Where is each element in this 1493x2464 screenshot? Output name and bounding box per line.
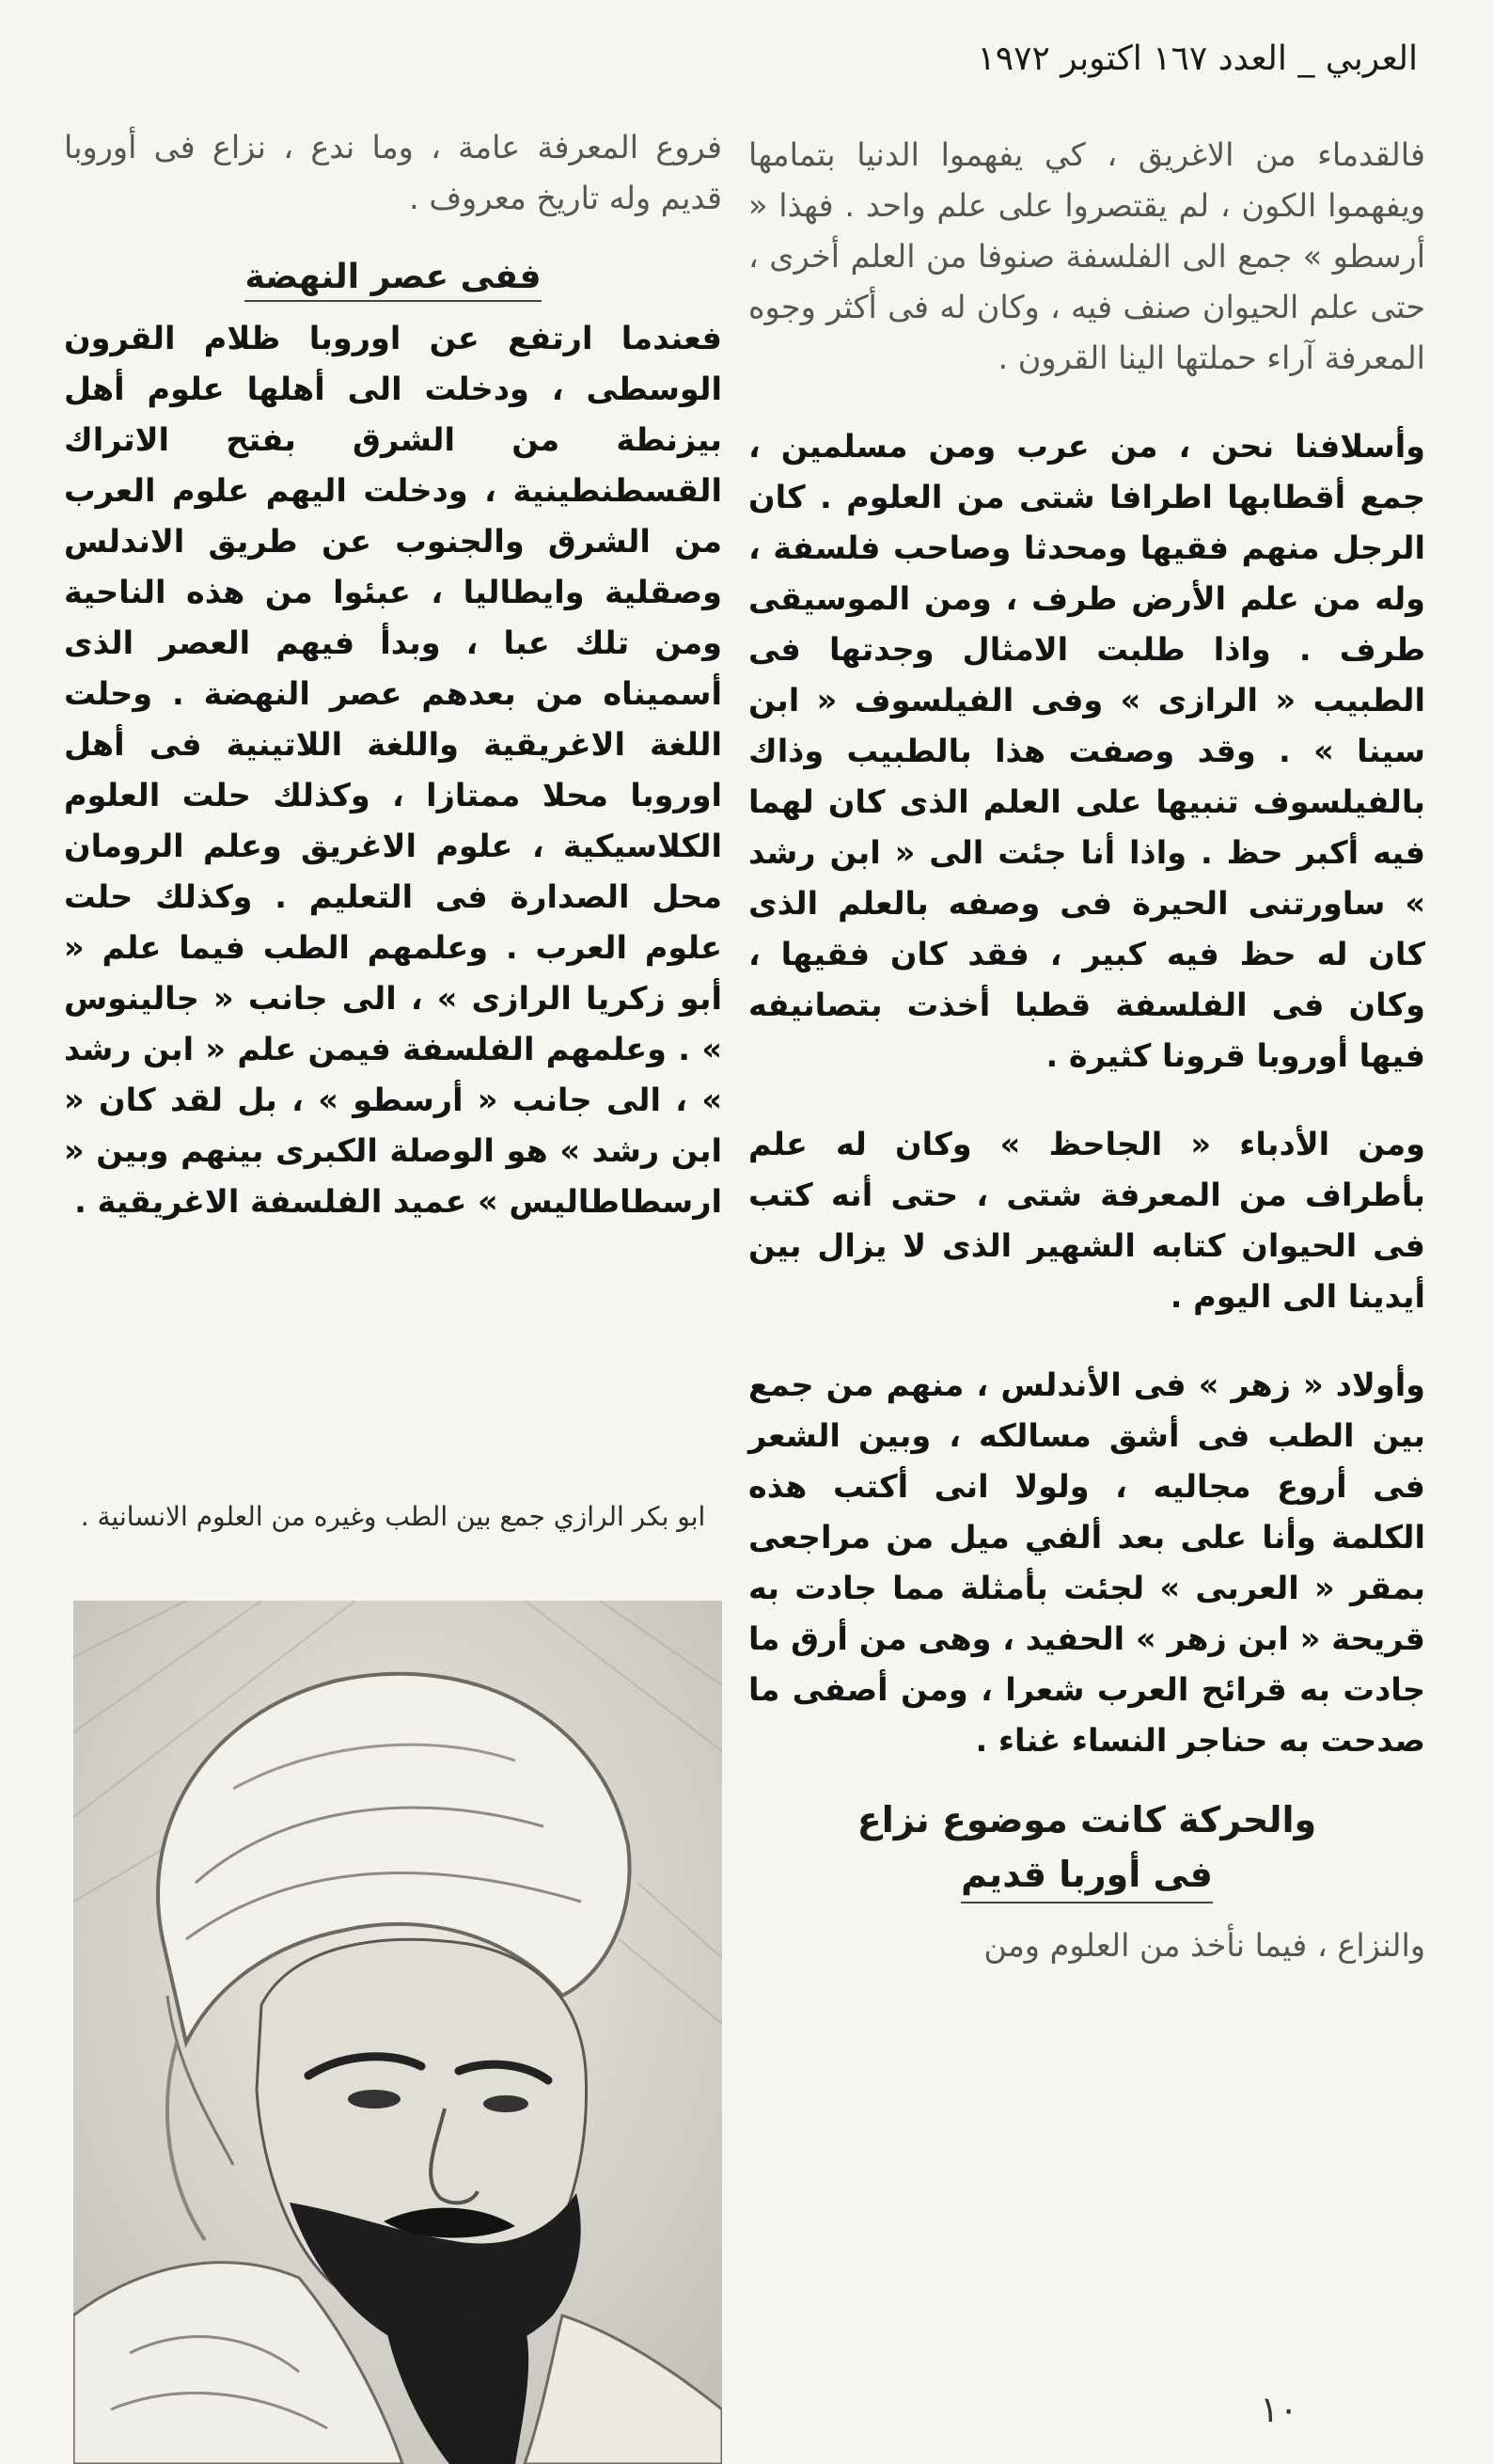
section-heading-renaissance (64, 258, 722, 296)
paragraph-greeks: فالقدماء من الاغريق ، كي يفهموا الدنيا بتمامها ويفهموا الكون ، لم يقتصروا على علم واحد . فهذا « أرسطو » جمع الى الفلسفة صنوفا من العلم أخرى ، حتى علم الحيوان صنف فيه ، وكان له فى أكثر وجوه المعرفة آراء حملتها الينا القرون . (748, 136, 1425, 376)
section-heading-renaissance-text: ففى عصر النهضة (244, 258, 541, 302)
running-head: العربي _ العدد ١٦٧ اكتوبر ١٩٧٢ (977, 39, 1418, 78)
paragraph-jahiz: ومن الأدباء « الجاحظ » وكان له علم بأطراف من المعرفة شتى ، حتى أنه كتب فى الحيوان كتابه الشهير الذى لا يزال بين أيدينا الى اليوم . (748, 1126, 1425, 1315)
right-column (748, 130, 1425, 1971)
paragraph-ancestors: وأسلافنا نحن ، من عرب ومن مسلمين ، جمع أقطابها اطرافا شتى من العلوم . كان الرجل منهم فقيها ومحدثا وصاحب فلسفة ، وله من علم الأرض طرف ، ومن الموسيقى طرف . واذا طلبت الامثال وجدتها فى الطبيب « الرازى » وفى الفيلسوف « ابن سينا » . وقد وصفت هذا بالطبيب وذاك بالفيلسوف تنبيها على العلم الذى كان لهما فيه أكبر حظ . واذا أنا جئت الى « ابن رشد » ساورتنى الحيرة فى وصفه بالعلم الذى كان له حظ فيه كبير ، فقد كان فقيها ، وكان فى الفلسفة قطبا أخذت بتصانيفه فيها أوروبا قرونا كثيرة . (748, 428, 1425, 1074)
paragraph-continuation: فروع المعرفة عامة ، وما ندع ، نزاع فى أوروبا قديم وله تاريخ معروف . (64, 129, 722, 216)
left-column (64, 122, 722, 1227)
section-heading-dispute-line2: فى أوربا قديم (961, 1847, 1213, 1903)
paragraph-zuhr: وأولاد « زهر » فى الأندلس ، منهم من جمع بين الطب فى أشق مسالكه ، وبين الشعر فى أروع مجاليه ، ولولا انى أكتب هذه الكلمة وأنا على بعد ألفي ميل من مراجعى بمقر « العربى » لجئت بأمثلة مما جادت به قريحة « ابن زهر » الحفيد ، وهى من أرق ما جادت به قرائح العرب شعرا ، ومن أصفى ما صدحت به حناجر النساء غناء . (748, 1366, 1425, 1759)
paragraph-dispute-start: والنزاع ، فيما نأخذ من العلوم ومن (983, 1927, 1425, 1964)
portrait-image (73, 1601, 722, 2464)
figure-caption: ابو بكر الرازي جمع بين الطب وغيره من العلوم الانسانية . (80, 1501, 706, 1532)
paragraph-renaissance: فعندما ارتفع عن اوروبا ظلام القرون الوسطى ، ودخلت الى أهلها علوم أهل بيزنطة من الشرق بفتح الاتراك القسطنطينية ، ودخلت اليهم علوم العرب من الشرق والجنوب عن طريق الاندلس وصقلية وايطاليا ، عبئوا من هذه الناحية ومن تلك عبا ، وبدأ فيهم العصر الذى أسميناه من بعدهم عصر النهضة . وحلت اللغة الاغريقية واللغة اللاتينية فى أهل اوروبا محلا ممتازا ، وكذلك حلت العلوم الكلاسيكية ، علوم الاغريق وعلم الرومان محل الصدارة فى التعليم . وكذلك حلت علوم العرب . وعلمهم الطب فيما علم « أبو زكريا الرازى » ، الى جانب « جالينوس » . وعلمهم الفلسفة فيمن علم « ابن رشد » ، الى جانب « أرسطو » ، بل لقد كان « ابن رشد » هو الوصلة الكبرى بينهم وبين « ارسطاطاليس » عميد الفلسفة الاغريقية . (64, 320, 722, 1220)
page-number: ١٠ (1260, 2389, 1298, 2430)
section-heading-dispute (748, 1793, 1425, 1903)
section-heading-dispute-line1: والحركة كانت موضوع نزاع (857, 1799, 1317, 1840)
portrait-drawing (73, 1601, 722, 2464)
